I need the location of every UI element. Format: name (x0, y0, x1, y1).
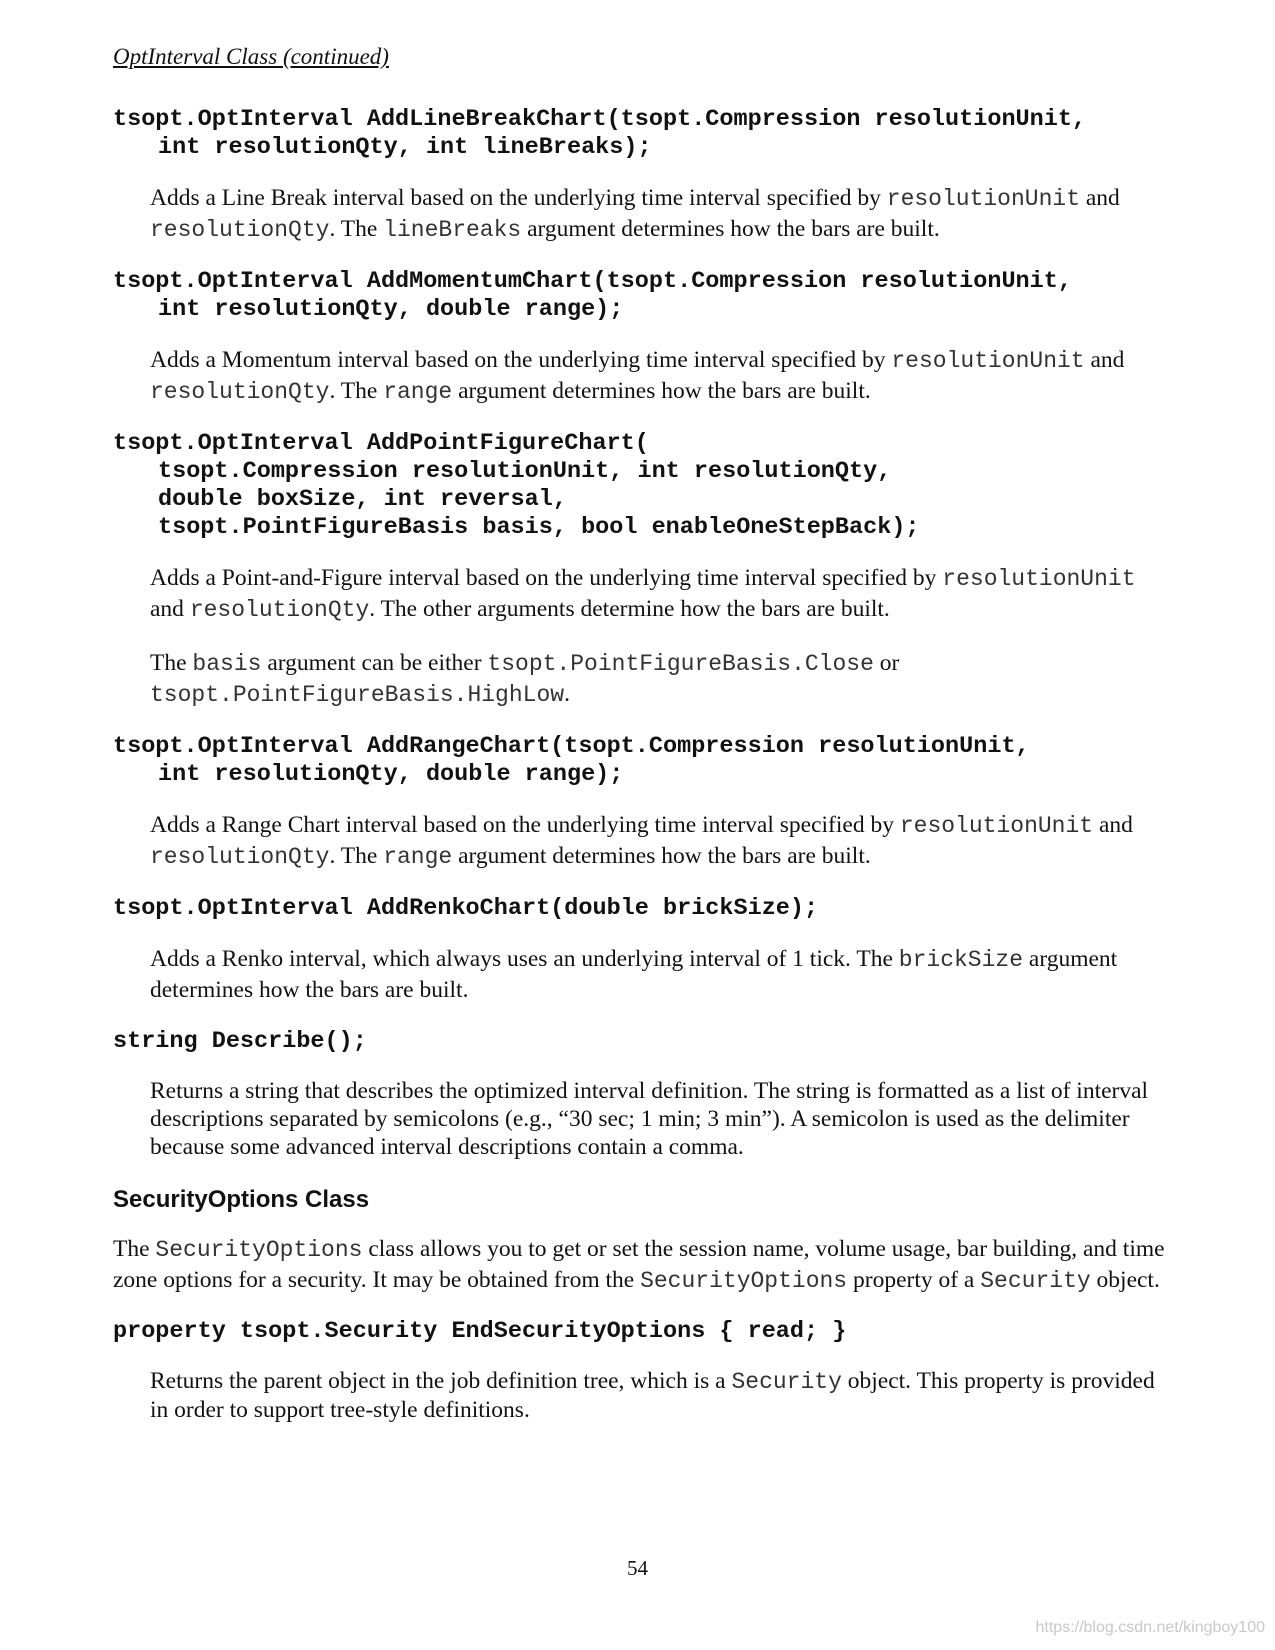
code-term: resolutionQty (150, 379, 330, 405)
code-term: resolutionUnit (942, 566, 1136, 592)
code-term: resolutionUnit (891, 348, 1085, 374)
method-signature-addpointfigurechart (113, 430, 1173, 542)
code-term: SecurityOptions (640, 1268, 848, 1294)
signature-line: tsopt.OptInterval AddLineBreakChart(tsopt.Compression resolutionUnit, (113, 106, 1087, 133)
code-term: lineBreaks (383, 217, 522, 243)
desc-text: Adds a Point-and-Figure interval based on the underlying time interval specified by (150, 565, 943, 591)
document-body (113, 106, 1173, 1447)
desc-text: argument determines how the bars are built. (452, 378, 871, 404)
desc-text: . (564, 681, 570, 707)
method-signature-addmomentumchart (113, 268, 1173, 324)
desc-text: Returns the parent object in the job definition tree, which is a (150, 1368, 732, 1394)
signature-line: tsopt.OptInterval AddRangeChart(tsopt.Compression resolutionUnit, (113, 733, 1030, 760)
code-term: range (383, 379, 453, 405)
desc-text: Adds a Momentum interval based on the underlying time interval specified by (150, 347, 892, 373)
code-term: brickSize (898, 947, 1024, 973)
signature-line: int resolutionQty, int lineBreaks); (158, 134, 652, 161)
code-term: resolutionQty (150, 217, 330, 243)
method-description-addrangechart (150, 810, 1173, 872)
method-description-addpointfigurechart-basis (150, 648, 1173, 710)
signature-line: tsopt.PointFigureBasis basis, bool enableOneStepBack); (158, 514, 920, 541)
desc-text: object. (1090, 1267, 1160, 1293)
desc-text: object. This property is provided in order to support tree-style definitions. (150, 1368, 1155, 1423)
signature-line: string Describe(); (113, 1028, 367, 1055)
desc-text: The (113, 1236, 156, 1262)
watermark: https://blog.csdn.net/kingboy100 (1035, 1619, 1265, 1636)
method-description-addlinebreakchart (150, 183, 1173, 245)
method-signature-addrenkochart (113, 895, 1173, 923)
method-description-addrenkochart (150, 944, 1173, 1005)
desc-text: Adds a Line Break interval based on the underlying time interval specified by (150, 185, 887, 211)
section-intro-securityoptions (113, 1234, 1173, 1296)
code-term: range (383, 844, 453, 870)
desc-text: argument can be either (261, 650, 488, 676)
code-term: basis (192, 651, 262, 677)
desc-text: . The (329, 378, 384, 404)
desc-text: . The other arguments determine how the bars are built. (369, 596, 890, 622)
method-description-describe (150, 1077, 1173, 1161)
signature-line: tsopt.OptInterval AddMomentumChart(tsopt.Compression resolutionUnit, (113, 268, 1072, 295)
desc-text: and (1093, 812, 1133, 838)
desc-text: class allows you to get or set the session name, volume usage, bar building, and time zone options for a security. It may be obtained from the (113, 1236, 1165, 1293)
signature-line: property tsopt.Security EndSecurityOptions { read; } (113, 1318, 847, 1345)
page-number: 54 (627, 1556, 648, 1580)
desc-text: argument determines how the bars are built. (521, 216, 940, 242)
desc-text: and (150, 596, 190, 622)
signature-line: tsopt.OptInterval AddRenkoChart(double brickSize); (113, 895, 819, 922)
desc-text: and (1080, 185, 1120, 211)
code-term: resolutionQty (189, 597, 370, 623)
method-signature-addrangechart (113, 733, 1173, 789)
desc-text: and (1084, 347, 1125, 373)
section-heading-securityoptions: SecurityOptions Class (113, 1186, 370, 1213)
code-term: Security (731, 1369, 842, 1395)
desc-text: Returns a string that describes the optimized interval definition. The string is formatted as a list of interval descriptions separated by semicolons (e.g., “30 sec; 1 min; 3 min”). A semicolon is used as the delimiter because some advanced interval descriptions contain a comma. (150, 1078, 1149, 1160)
desc-text: Adds a Range Chart interval based on the underlying time interval specified by (150, 812, 900, 838)
method-signature-describe (113, 1028, 1173, 1056)
signature-line: tsopt.Compression resolutionUnit, int resolutionQty, (158, 458, 892, 485)
signature-line: tsopt.OptInterval AddPointFigureChart( (113, 430, 649, 457)
signature-line: double boxSize, int reversal, (158, 486, 567, 513)
code-term: SecurityOptions (155, 1237, 363, 1263)
signature-line: int resolutionQty, double range); (158, 296, 624, 323)
desc-text: argument determines how the bars are built. (150, 946, 1118, 1003)
property-signature-endsecurityoptions (113, 1318, 1173, 1346)
desc-text: or (873, 650, 900, 676)
method-description-addpointfigurechart (150, 563, 1173, 625)
desc-text: Adds a Renko interval, which always uses an underlying interval of 1 tick. The (150, 946, 899, 972)
page-header-title: OptInterval Class (continued) (113, 44, 389, 69)
code-term: Security (980, 1268, 1091, 1294)
desc-text: argument determines how the bars are built. (452, 843, 871, 869)
code-term: resolutionUnit (899, 813, 1094, 839)
signature-line: int resolutionQty, double range); (158, 761, 624, 788)
desc-text: . The (329, 216, 384, 242)
method-description-addmomentumchart (150, 345, 1173, 407)
desc-text: property of a (847, 1267, 981, 1293)
code-term: tsopt.PointFigureBasis.HighLow (150, 682, 565, 708)
desc-text: . The (329, 843, 384, 869)
desc-text: The (150, 650, 193, 676)
method-signature-addlinebreakchart (113, 106, 1173, 162)
code-term: resolutionQty (150, 844, 330, 870)
code-term: tsopt.PointFigureBasis.Close (487, 651, 874, 677)
property-description-endsecurityoptions (150, 1367, 1173, 1424)
code-term: resolutionUnit (886, 186, 1080, 212)
